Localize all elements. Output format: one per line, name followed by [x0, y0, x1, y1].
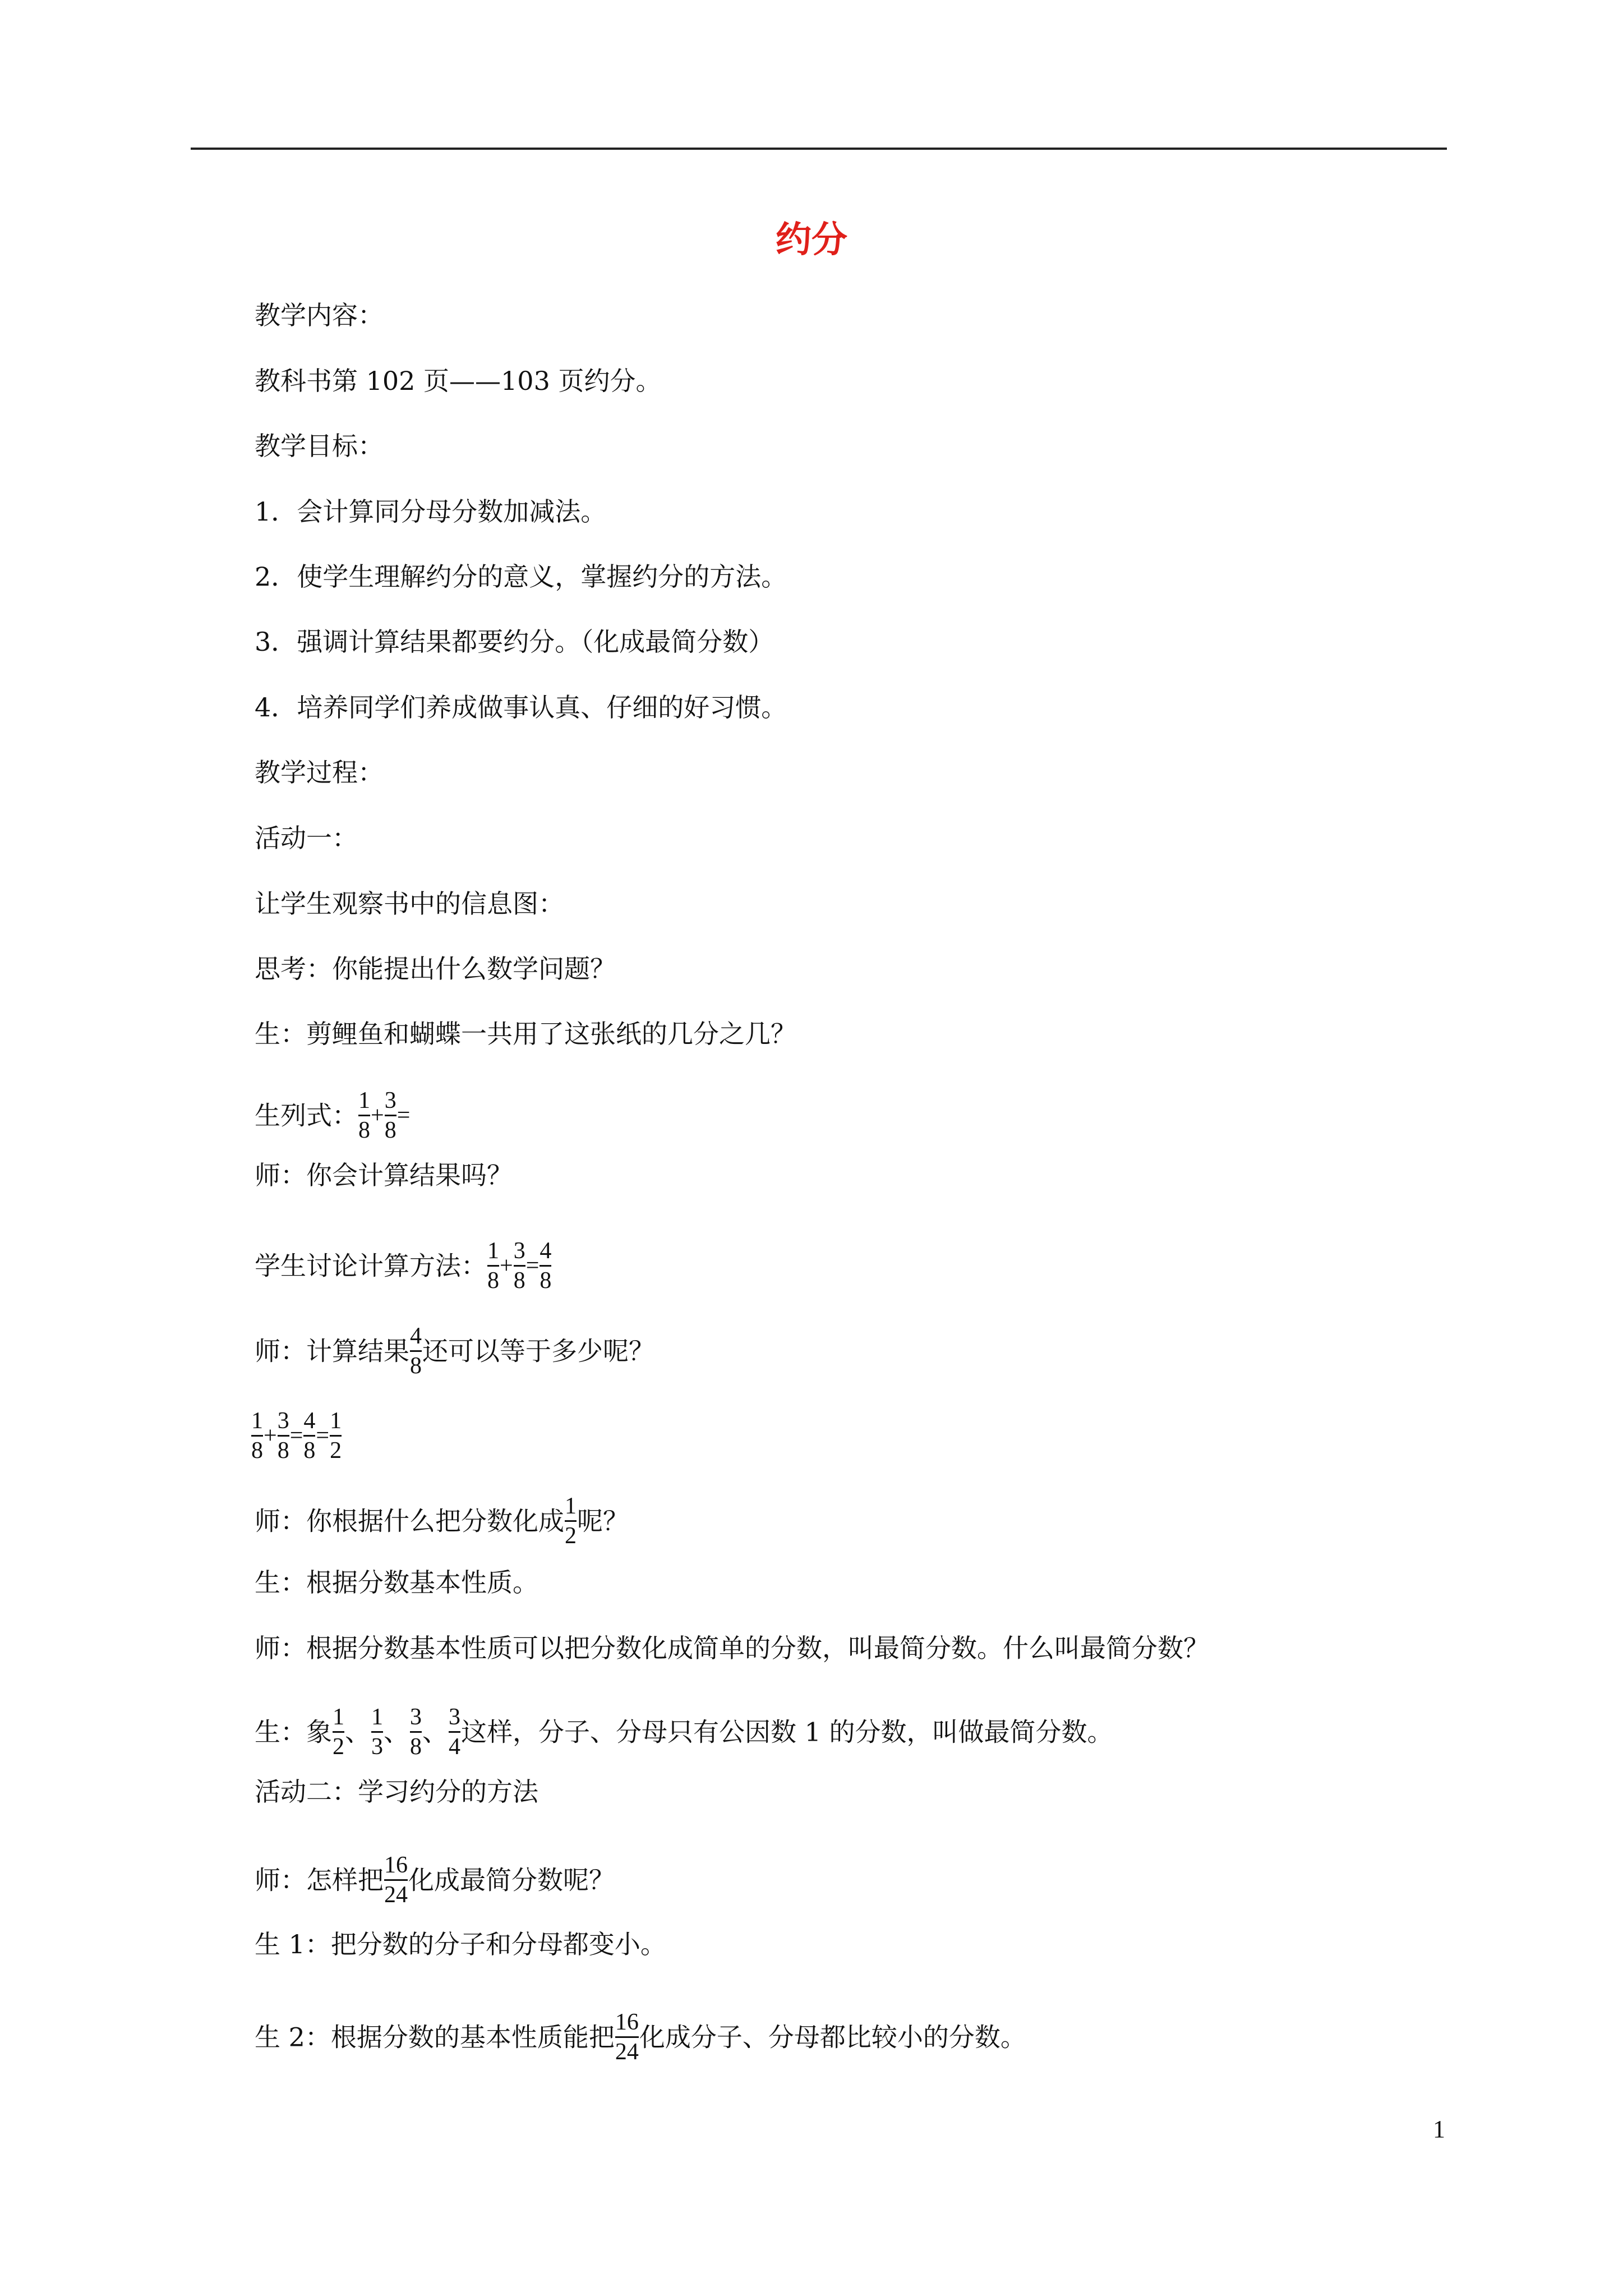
- discuss-line: 学生讨论计算方法： $\frac{1}{8}$ + $\frac{3}{8}$ = $\frac{4}{8}$: [255, 1238, 552, 1294]
- student-question: 生：剪鲤鱼和蝴蝶一共用了这张纸的几分之几？: [255, 1019, 796, 1049]
- goal-item: 4．培养同学们养成做事认真、仔细的好习惯。: [255, 692, 787, 723]
- equation-line: $\frac{1}{8}$ + $\frac{3}{8}$ = $\frac{4}{8}$ = $\frac{1}{2}$: [251, 1408, 342, 1464]
- page-number: 1: [1433, 2115, 1445, 2143]
- fraction: $\frac{3}{8}$: [277, 1408, 289, 1464]
- teacher-simplest: 师：根据分数基本性质可以把分数化成简单的分数，叫最简分数。什么叫最简分数？: [255, 1633, 1209, 1663]
- process-label: 教学过程：: [255, 757, 384, 788]
- student-1-answer: 生 1：把分数的分子和分母都变小。: [255, 1929, 666, 1959]
- fraction: $\frac{4}{8}$: [303, 1408, 316, 1464]
- fraction: $\frac{16}{24}$: [615, 2009, 639, 2065]
- simplest-examples: 生：象 $\frac{1}{2}$ 、 $\frac{1}{3}$ 、 $\frac{3}{8}$ 、 $\frac{3}{4}$ 这样，分子、分母只有公因数 1 的分数，叫做最简分数。: [255, 1704, 1113, 1760]
- header-rule: [191, 148, 1447, 150]
- page-title: 约分: [776, 219, 847, 261]
- teacher-calc: 师：你会计算结果吗？: [255, 1160, 513, 1190]
- fraction: $\frac{1}{2}$: [330, 1408, 342, 1464]
- fraction: $\frac{1}{2}$: [333, 1704, 344, 1760]
- fraction: $\frac{3}{8}$: [410, 1704, 422, 1760]
- fraction: $\frac{1}{3}$: [371, 1704, 383, 1760]
- fraction: $\frac{16}{24}$: [384, 1852, 408, 1908]
- fraction: $\frac{3}{4}$: [449, 1704, 460, 1760]
- goal-item: 3．强调计算结果都要约分。（化成最简分数）: [255, 627, 774, 657]
- fraction: $\frac{4}{8}$: [540, 1238, 552, 1294]
- content-label: 教学内容：: [255, 300, 384, 330]
- fraction: $\frac{3}{8}$: [384, 1088, 396, 1143]
- activity-one-label: 活动一：: [255, 823, 358, 853]
- fraction: $\frac{4}{8}$: [410, 1323, 422, 1379]
- fraction: $\frac{3}{8}$: [513, 1238, 525, 1294]
- goal-item: 1．会计算同分母分数加减法。: [255, 496, 607, 527]
- fraction: $\frac{1}{8}$: [487, 1238, 499, 1294]
- goal-label: 教学目标：: [255, 431, 384, 461]
- goal-item: 2．使学生理解约分的意义，掌握约分的方法。: [255, 562, 787, 592]
- result-line: 师：计算结果 $\frac{4}{8}$ 还可以等于多少呢？: [255, 1323, 654, 1379]
- fraction: $\frac{1}{8}$: [358, 1088, 370, 1143]
- student-2-answer: 生 2：根据分数的基本性质能把 $\frac{16}{24}$ 化成分子、分母都比较小的分数。: [255, 2009, 1026, 2065]
- fraction: $\frac{1}{2}$: [565, 1493, 577, 1549]
- observe-text: 让学生观察书中的信息图：: [255, 889, 564, 919]
- how-question: 师：怎样把 $\frac{16}{24}$ 化成最简分数呢？: [255, 1852, 615, 1908]
- think-text: 思考：你能提出什么数学问题？: [255, 954, 616, 984]
- activity-two-label: 活动二：学习约分的方法: [255, 1777, 538, 1807]
- content-text: 教科书第 102 页——103 页约分。: [255, 366, 662, 396]
- formula-line: 生列式： $\frac{1}{8}$ + $\frac{3}{8}$ =: [255, 1088, 411, 1143]
- student-basis: 生：根据分数基本性质。: [255, 1567, 538, 1598]
- basis-question: 师：你根据什么把分数化成 $\frac{1}{2}$ 呢？: [255, 1493, 629, 1549]
- fraction: $\frac{1}{8}$: [251, 1408, 263, 1464]
